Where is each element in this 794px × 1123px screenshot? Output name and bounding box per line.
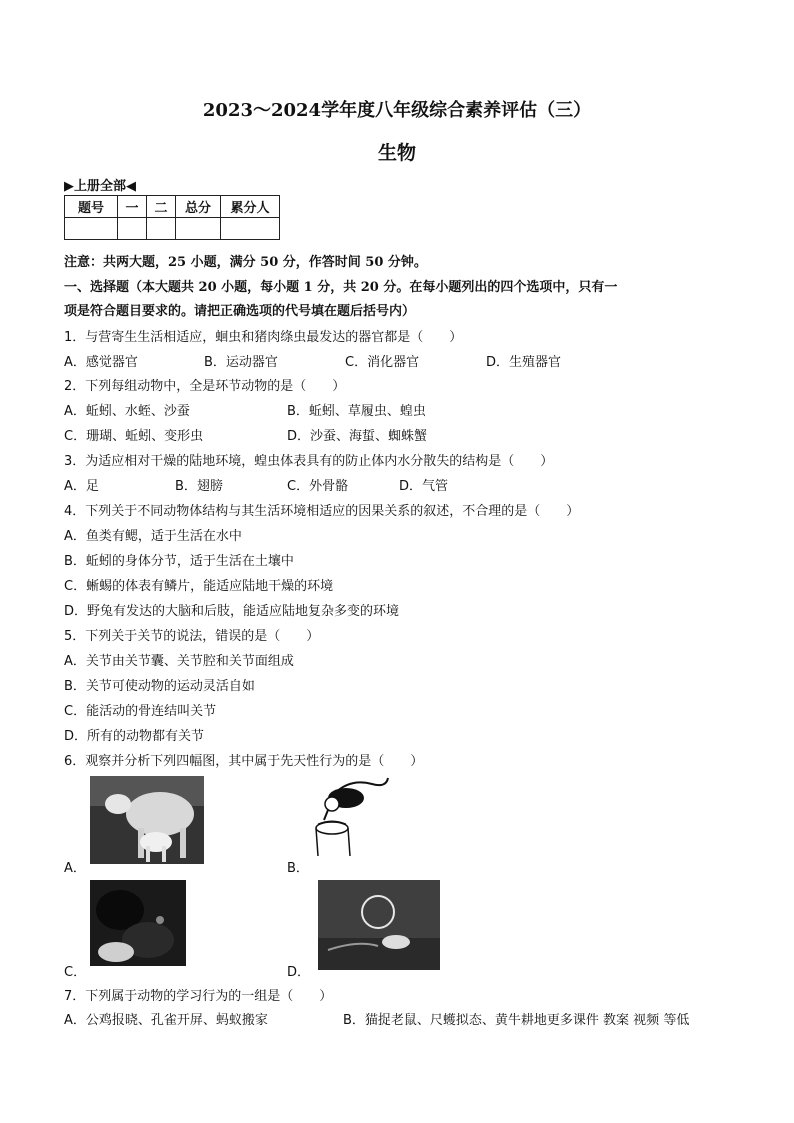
score-header-cell: 二: [147, 196, 176, 218]
score-blank-cell: [176, 218, 221, 240]
q2-option-a: A．蚯蚓、水蛭、沙蚕: [64, 404, 190, 419]
exam-title: 2023～2024学年度八年级综合素养评估（三）: [202, 100, 592, 121]
q7-option-b: B．猫捉老鼠、尺蠖拟态、黄牛耕地更多课件 教案 视频 等低: [343, 1013, 690, 1028]
q4-option-b: B．蚯蚓的身体分节，适于生活在土壤中: [64, 554, 294, 569]
score-header-cell: 累分人: [221, 196, 280, 218]
bird-feeder-drawing: [310, 774, 390, 860]
section1-heading-line2: 项是符合题目要求的。请把正确选项的代号填在题后括号内）: [64, 304, 416, 319]
q5-option-c: C．能活动的骨连结叫关节: [64, 704, 217, 719]
score-blank-cell: [118, 218, 147, 240]
q5-option-b: B．关节可使动物的运动灵活自如: [64, 679, 255, 694]
sheep-lamb-image: [90, 776, 204, 864]
q5-option-d: D．所有的动物都有关节: [64, 729, 205, 744]
q3-option-c: C．外骨骼: [287, 479, 349, 494]
question-7-stem: 7．下列属于动物的学习行为的一组是（ ）: [64, 989, 333, 1004]
q3-option-b: B．翅膀: [175, 479, 223, 494]
q4-option-a: A．鱼类有鳃，适于生活在水中: [64, 529, 242, 544]
q4-option-c: C．蜥蜴的体表有鳞片，能适应陆地干燥的环境: [64, 579, 334, 594]
score-blank-cell: [147, 218, 176, 240]
score-header-cell: 一: [118, 196, 147, 218]
q1-option-b: B．运动器官: [204, 355, 278, 370]
q3-option-a: A．足: [64, 479, 99, 494]
subject-title: 生物: [377, 142, 416, 164]
question-3-stem: 3．为适应相对干燥的陆地环境，蝗虫体表具有的防止体内水分散失的结构是（ ）: [64, 454, 554, 469]
q1-option-c: C．消化器官: [345, 355, 420, 370]
question-2-stem: 2．下列每组动物中，全是环节动物的是（ ）: [64, 379, 346, 394]
scope-tag: ▶上册全部◀: [64, 179, 136, 194]
q4-option-d: D．野兔有发达的大脑和后肢，能适应陆地复杂多变的环境: [64, 604, 400, 619]
dark-animal-image: [90, 880, 186, 966]
score-table-header-row: [65, 196, 280, 218]
question-6-stem: 6．观察并分析下列四幅图，其中属于先天性行为的是（ ）: [64, 754, 424, 769]
q6-option-d: D．: [287, 965, 311, 980]
section1-heading-line1: 一、选择题（本大题共 20 小题，每小题 1 分，共 20 分。在每小题列出的四个选项中，只有一: [64, 280, 618, 295]
q1-option-a: A．感觉器官: [64, 355, 138, 370]
score-blank-cell: [221, 218, 280, 240]
question-1-stem: 1．与营寄生生活相适应，蛔虫和猪肉绦虫最发达的器官都是（ ）: [64, 330, 463, 345]
q5-option-a: A．关节由关节囊、关节腔和关节面组成: [64, 654, 294, 669]
q2-option-b: B．蚯蚓、草履虫、蝗虫: [287, 404, 426, 419]
score-header-cell: 总分: [176, 196, 221, 218]
q3-option-d: D．气管: [399, 479, 449, 494]
q2-option-c: C．珊瑚、蚯蚓、变形虫: [64, 429, 204, 444]
score-blank-cell: [65, 218, 118, 240]
score-header-cell: 题号: [65, 196, 118, 218]
question-5-stem: 5．下列关于关节的说法，错误的是（ ）: [64, 629, 320, 644]
q1-option-d: D．生殖器官: [486, 355, 562, 370]
score-table: [64, 195, 280, 240]
notice: 注意：共两大题，25 小题，满分 50 分，作答时间 50 分钟。: [64, 255, 427, 270]
q6-option-a: A．: [64, 861, 86, 876]
q7-option-a: A．公鸡报晓、孔雀开屏、蚂蚁搬家: [64, 1013, 268, 1028]
q2-option-d: D．沙蚕、海蜇、蜘蛛蟹: [287, 429, 428, 444]
question-4-stem: 4．下列关于不同动物体结构与其生活环境相适应的因果关系的叙述，不合理的是（ ）: [64, 504, 580, 519]
seal-hoop-image: [318, 880, 440, 970]
score-table-blank-row: [65, 218, 280, 240]
q6-option-b: B．: [287, 861, 309, 876]
q6-option-c: C．: [64, 965, 87, 980]
